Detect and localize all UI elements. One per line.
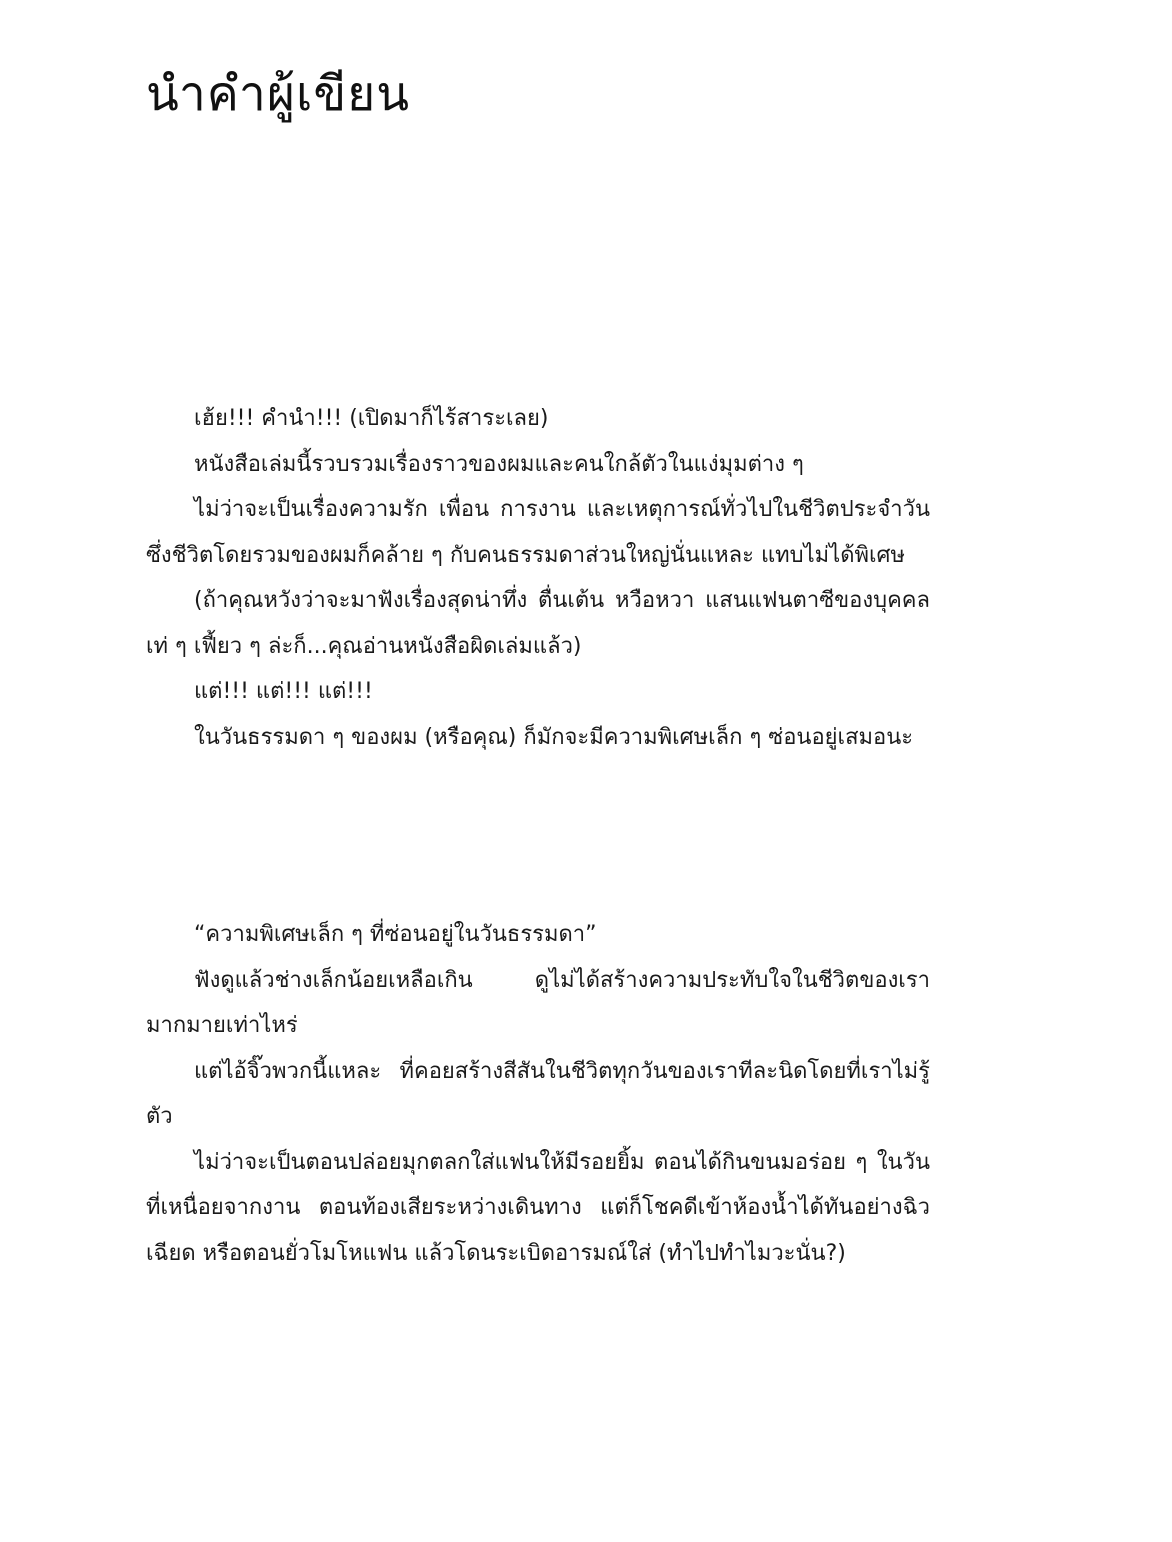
- paragraph-6: ในวันธรรมดา ๆ ของผม (หรือคุณ) ก็มักจะมีความพิเศษเล็ก ๆ ซ่อนอยู่เสมอนะ: [194, 724, 914, 750]
- paragraph-2: หนังสือเล่มนี้รวบรวมเรื่องราวของผมและคนใกล้ตัวในแง่มุมต่าง ๆ: [194, 451, 804, 477]
- main-section: [146, 912, 930, 1276]
- paragraph-1: เฮ้ย!!! คำนำ!!! (เปิดมาก็ไร้สาระเลย): [194, 406, 549, 431]
- page-title: นำคำผู้เขียน: [146, 66, 411, 122]
- paragraph-5: แต่!!! แต่!!! แต่!!!: [194, 679, 373, 704]
- paragraph-3: ไม่ว่าจะเป็นเรื่องความรัก เพื่อน การงาน และเหตุการณ์ทั่วไปในชีวิตประจำวัน ซึ่งชีวิตโดยรวมของผมก็คล้าย ๆ กับคนธรรมดาส่วนใหญ่นั่นแหละ แทบไม่ได้พิเศษ: [146, 497, 930, 568]
- quote-line: “ความพิเศษเล็ก ๆ ที่ซ่อนอยู่ในวันธรรมดา”: [194, 922, 597, 947]
- paragraph-8: แต่ไอ้จิ๊วพวกนี้แหละ ที่คอยสร้างสีสันในชีวิตทุกวันของเราทีละนิดโดยที่เราไม่รู้ตัว: [146, 1058, 930, 1129]
- paragraph-4: (ถ้าคุณหวังว่าจะมาฟังเรื่องสุดน่าทึ่ง ตื่นเต้น หวือหวา แสนแฟนตาซีของบุคคลเท่ ๆ เฟี้ยว ๆ ล่ะก็...คุณอ่านหนังสือผิดเล่มแล้ว): [146, 588, 930, 659]
- paragraph-7: ฟังดูแล้วช่างเล็กน้อยเหลือเกิน ดูไม่ได้สร้างความประทับใจในชีวิตของเรามากมายเท่าไหร่: [146, 967, 930, 1038]
- paragraph-9: ไม่ว่าจะเป็นตอนปล่อยมุกตลกใส่แฟนให้มีรอยยิ้ม ตอนได้กินขนมอร่อย ๆ ในวันที่เหนื่อยจากงาน ตอนท้องเสียระหว่างเดินทาง แต่ก็โชคดีเข้าห้องน้ำได้ทันอย่างฉิวเฉียด หรือตอนยั่วโมโหแฟน แล้วโดนระเบิดอารมณ์ใส่ (ทำไปทำไมวะนั่น?): [146, 1149, 930, 1266]
- intro-section: [146, 396, 930, 760]
